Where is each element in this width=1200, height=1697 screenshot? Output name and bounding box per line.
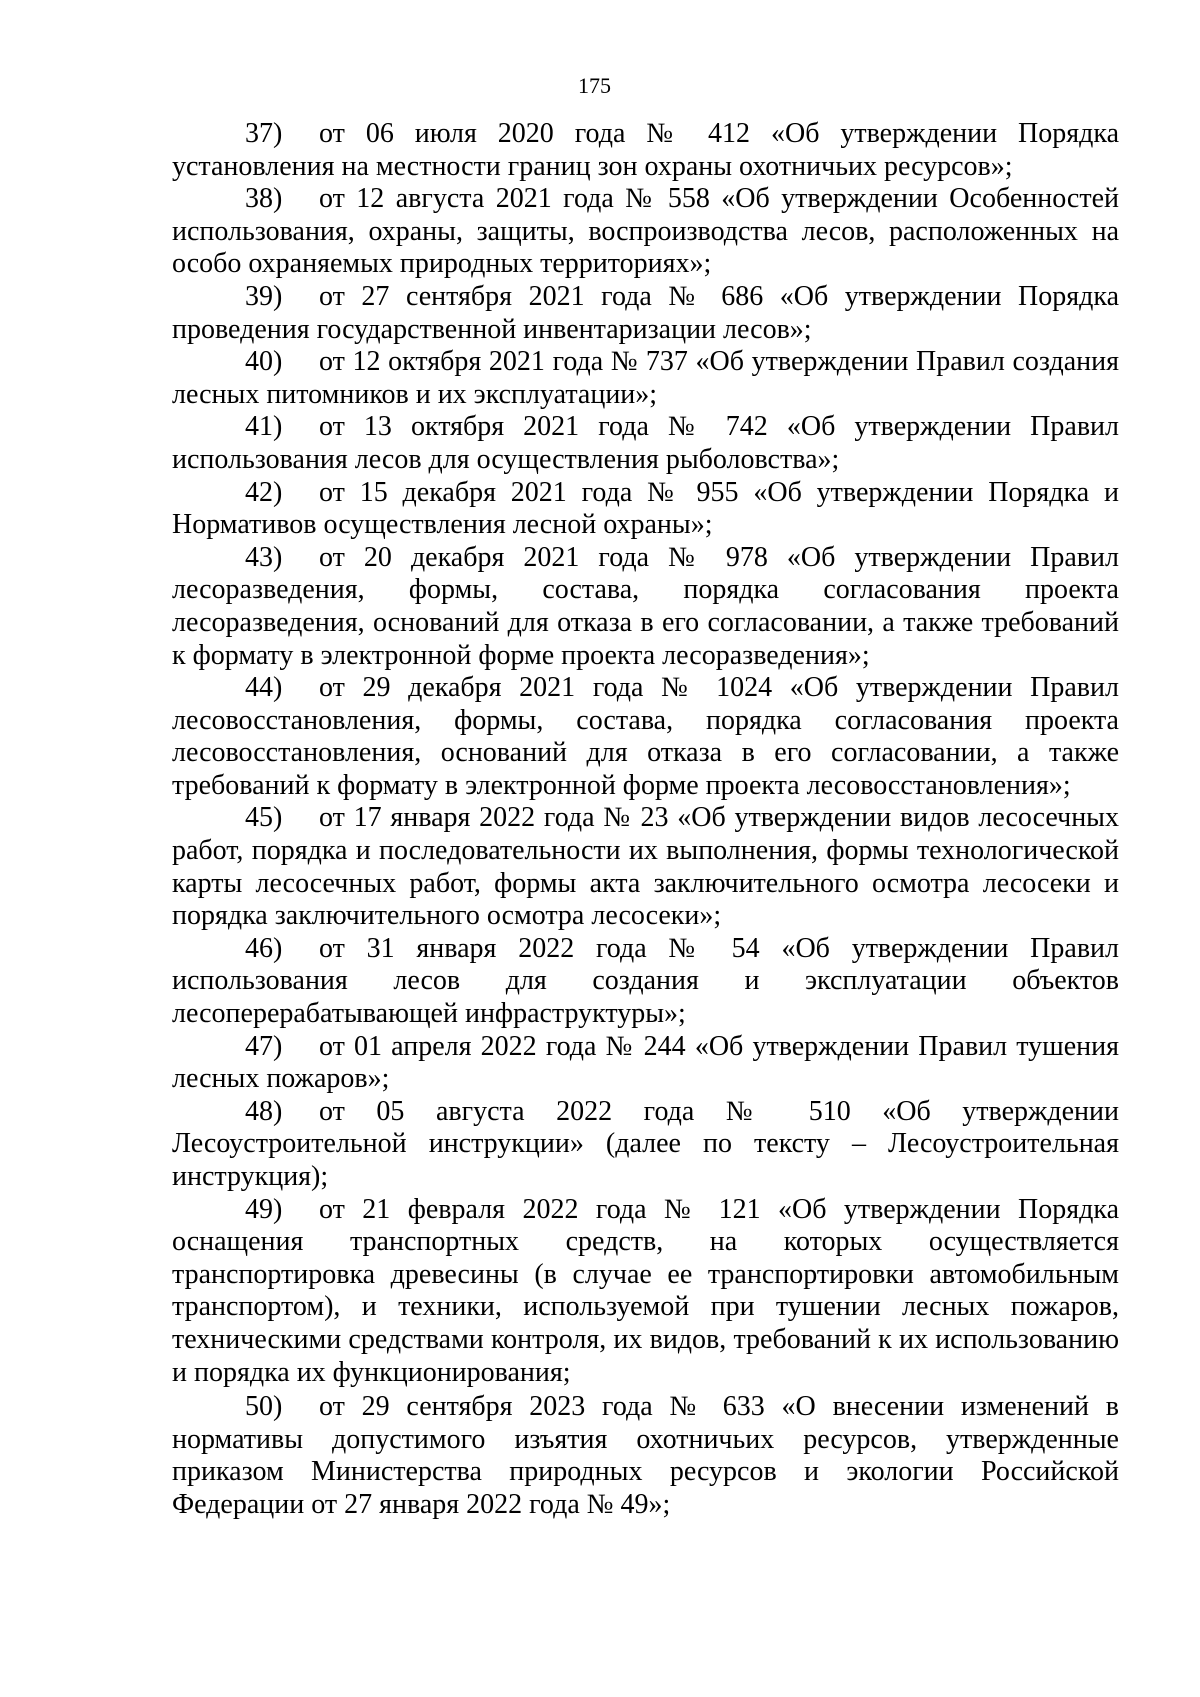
page-number: 175 <box>578 73 611 98</box>
item-text: от 01 апреля 2022 года № 244 «Об утверждении Правил тушения лесных пожаров»; <box>172 1030 1119 1095</box>
item-number: 48) <box>245 1095 283 1127</box>
item-number: 38) <box>245 183 283 215</box>
item-number: 46) <box>245 932 283 964</box>
list-item <box>172 802 1119 932</box>
list-item <box>172 183 1119 281</box>
item-text: от 12 августа 2021 года № 558 «Об утверждении Особенностей использования, охраны, защиты, воспроизводства лесов, расположенных на особо охраняемых природных территориях»; <box>172 183 1119 280</box>
item-text: от 29 сентября 2023 года № 633 «О внесении изменений в нормативы допустимого изъятия охотничьих ресурсов, утвержденные приказом Министерства природных ресурсов и экологии Российской Федерации от 27 января 2022 года № 49»; <box>172 1391 1119 1520</box>
item-number: 49) <box>245 1193 283 1225</box>
item-number: 45) <box>245 802 283 834</box>
list-item <box>172 933 1119 1031</box>
document-body <box>172 118 1119 1522</box>
item-number: 50) <box>245 1391 283 1423</box>
item-text: от 13 октября 2021 года № 742 «Об утверждении Правил использования лесов для осуществления рыболовства»; <box>172 411 1119 475</box>
list-item <box>172 118 1119 183</box>
item-text: от 06 июля 2020 года № 412 «Об утверждении Порядка установления на местности границ зон охраны охотничьих ресурсов»; <box>172 118 1119 182</box>
list-item <box>172 1194 1119 1390</box>
list-item <box>172 542 1119 672</box>
list-item <box>172 281 1119 346</box>
list-item <box>172 477 1119 542</box>
item-number: 44) <box>245 672 283 704</box>
list-item <box>172 672 1119 802</box>
item-text: от 15 декабря 2021 года № 955 «Об утверждении Порядка и Нормативов осуществления лесной охраны»; <box>172 476 1119 541</box>
list-item <box>172 346 1119 411</box>
item-number: 39) <box>245 280 283 312</box>
list-item <box>172 1096 1119 1194</box>
item-number: 40) <box>245 346 283 378</box>
item-number: 43) <box>245 541 283 573</box>
item-text: от 05 августа 2022 года № 510 «Об утверждении Лесоустроительной инструкции» (далее по тексту – Лесоустроительная инструкция); <box>172 1095 1119 1192</box>
list-item <box>172 1031 1119 1096</box>
item-text: от 31 января 2022 года № 54 «Об утверждении Правил использования лесов для создания и эксплуатации объектов лесоперерабатывающей инфраструктуры»; <box>172 932 1119 1030</box>
item-number: 37) <box>245 118 283 149</box>
list-item <box>172 1391 1119 1521</box>
item-text: от 17 января 2022 года № 23 «Об утверждении видов лесосечных работ, порядка и последовательности их выполнения, формы технологической карты лесосечных работ, формы акта заключительного осмотра лесосеки и порядка заключительного осмотра лесосеки»; <box>172 802 1119 932</box>
list-item <box>172 411 1119 476</box>
item-text: от 27 сентября 2021 года № 686 «Об утверждении Порядка проведения государственной инвентаризации лесов»; <box>172 280 1119 345</box>
item-number: 47) <box>245 1030 283 1062</box>
item-text: от 12 октября 2021 года № 737 «Об утверждении Правил создания лесных питомников и их эксплуатации»; <box>172 346 1119 410</box>
item-text: от 21 февраля 2022 года № 121 «Об утверждении Порядка оснащения транспортных средств, на которых осуществляется транспортировка древесины (в случае ее транспортировки автомобильным транспортом), и техники, используемой при тушении лесных пожаров, техническими средствами контроля, их видов, требований к их использованию и порядка их функционирования; <box>172 1193 1119 1388</box>
item-number: 41) <box>245 411 283 443</box>
item-text: от 29 декабря 2021 года № 1024 «Об утверждении Правил лесовосстановления, формы, состава, порядка согласования проекта лесовосстановления, оснований для отказа в его согласовании, а также требований к формату в электронной форме проекта лесовосстановления»; <box>172 672 1119 801</box>
item-number: 42) <box>245 476 283 508</box>
item-text: от 20 декабря 2021 года № 978 «Об утверждении Правил лесоразведения, формы, состава, порядка согласования проекта лесоразведения, оснований для отказа в его согласовании, а также требований к формату в электронной форме проекта лесоразведения»; <box>172 541 1119 671</box>
